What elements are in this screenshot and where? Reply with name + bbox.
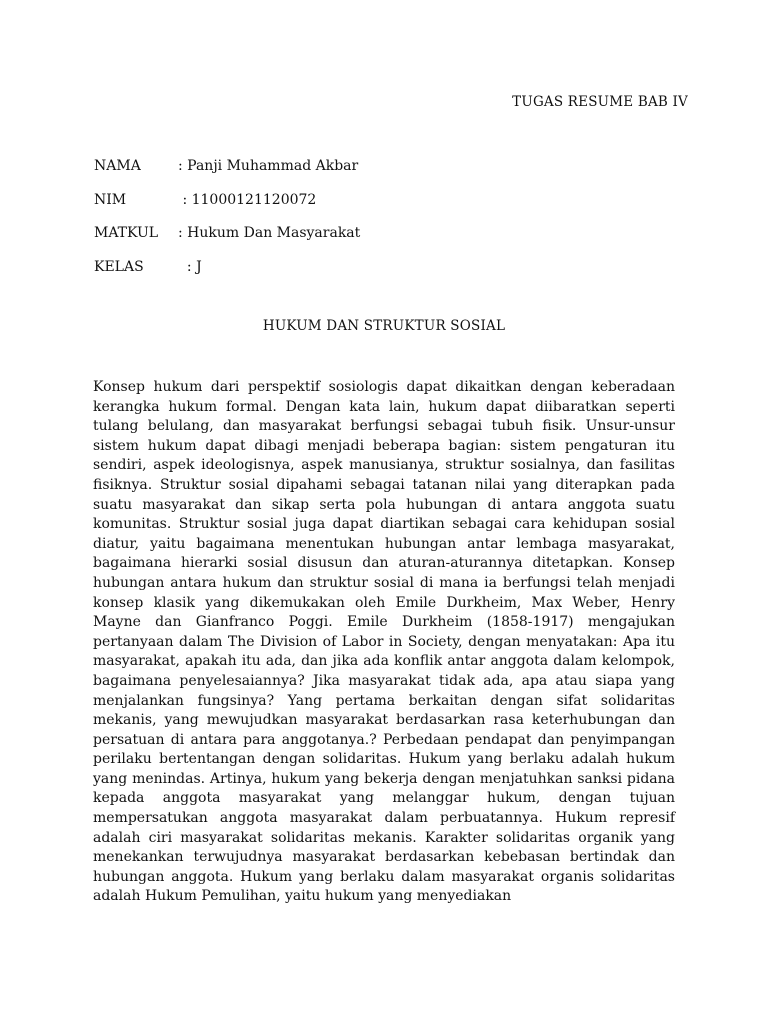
document-header: TUGAS RESUME BAB IV [512, 94, 688, 110]
info-row-kelas [94, 257, 360, 291]
info-value: : 11000121120072 [178, 191, 317, 208]
info-row-nama [94, 156, 360, 190]
body-paragraph: Konsep hukum dari perspektif sosiologis dapat dikaitkan dengan keberadaan kerangka hukum formal. Dengan kata lain, hukum dapat diibaratkan seperti tulang belulang, dan masyarakat berfungsi sebagai tubuh fisik. Unsur-unsur sistem hukum dapat dibagi menjadi beberapa bagian: sistem pengaturan itu sendiri, aspek ideologisnya, aspek manusianya, struktur sosialnya, dan fasilitas fisiknya. Struktur sosial dipahami sebagai tatanan nilai yang diterapkan pada suatu masyarakat dan sikap serta pola hubungan di antara anggota suatu komunitas. Struktur sosial juga dapat diartikan sebagai cara kehidupan sosial diatur, yaitu bagaimana menentukan hubungan antar lembaga masyarakat, bagaimana hierarki sosial disusun dan aturan-aturannya ditetapkan. Konsep hubungan antara hukum dan struktur sosial di mana ia berfungsi telah menjadi konsep klasik yang dikemukakan oleh Emile Durkheim, Max Weber, Henry Mayne dan Gianfranco Poggi. Emile Durkheim (1858-1917) mengajukan pertanyaan dalam The Division of Labor in Society, dengan menyatakan: Apa itu masyarakat, apakah itu ada, dan jika ada konflik antar anggota dalam kelompok, bagaimana penyelesaiannya? Jika masyarakat tidak ada, apa atau siapa yang menjalankan fungsinya? Yang pertama berkaitan dengan sifat solidaritas mekanis, yang mewujudkan masyarakat berdasarkan rasa keterhubungan dan persatuan di antara para anggotanya.? Perbedaan pendapat dan penyimpangan perilaku bertentangan dengan solidaritas. Hukum yang berlaku adalah hukum yang menindas. Artinya, hukum yang bekerja dengan menjatuhkan sanksi pidana kepada anggota masyarakat yang melanggar hukum, dengan tujuan mempersatukan anggota masyarakat dalam perbuatannya. Hukum represif adalah ciri masyarakat solidaritas mekanis. Karakter solidaritas organik yang menekankan terwujudnya masyarakat berdasarkan kebebasan bertindak dan hubungan anggota. Hukum yang berlaku dalam masyarakat organis solidaritas adalah Hukum Pemulihan, yaitu hukum yang menyediakan [93, 379, 675, 905]
info-row-nim [94, 190, 360, 224]
info-value: : Hukum Dan Masyarakat [178, 225, 361, 241]
info-label: KELAS [94, 258, 144, 275]
info-label: NAMA [94, 158, 141, 174]
info-row-matkul [94, 223, 360, 257]
info-label: NIM [94, 191, 127, 208]
info-value: : J [178, 258, 202, 275]
document-title: HUKUM DAN STRUKTUR SOSIAL [262, 318, 506, 334]
student-info [94, 156, 360, 290]
info-value: : Panji Muhammad Akbar [178, 158, 359, 174]
info-label: MATKUL [94, 225, 159, 241]
